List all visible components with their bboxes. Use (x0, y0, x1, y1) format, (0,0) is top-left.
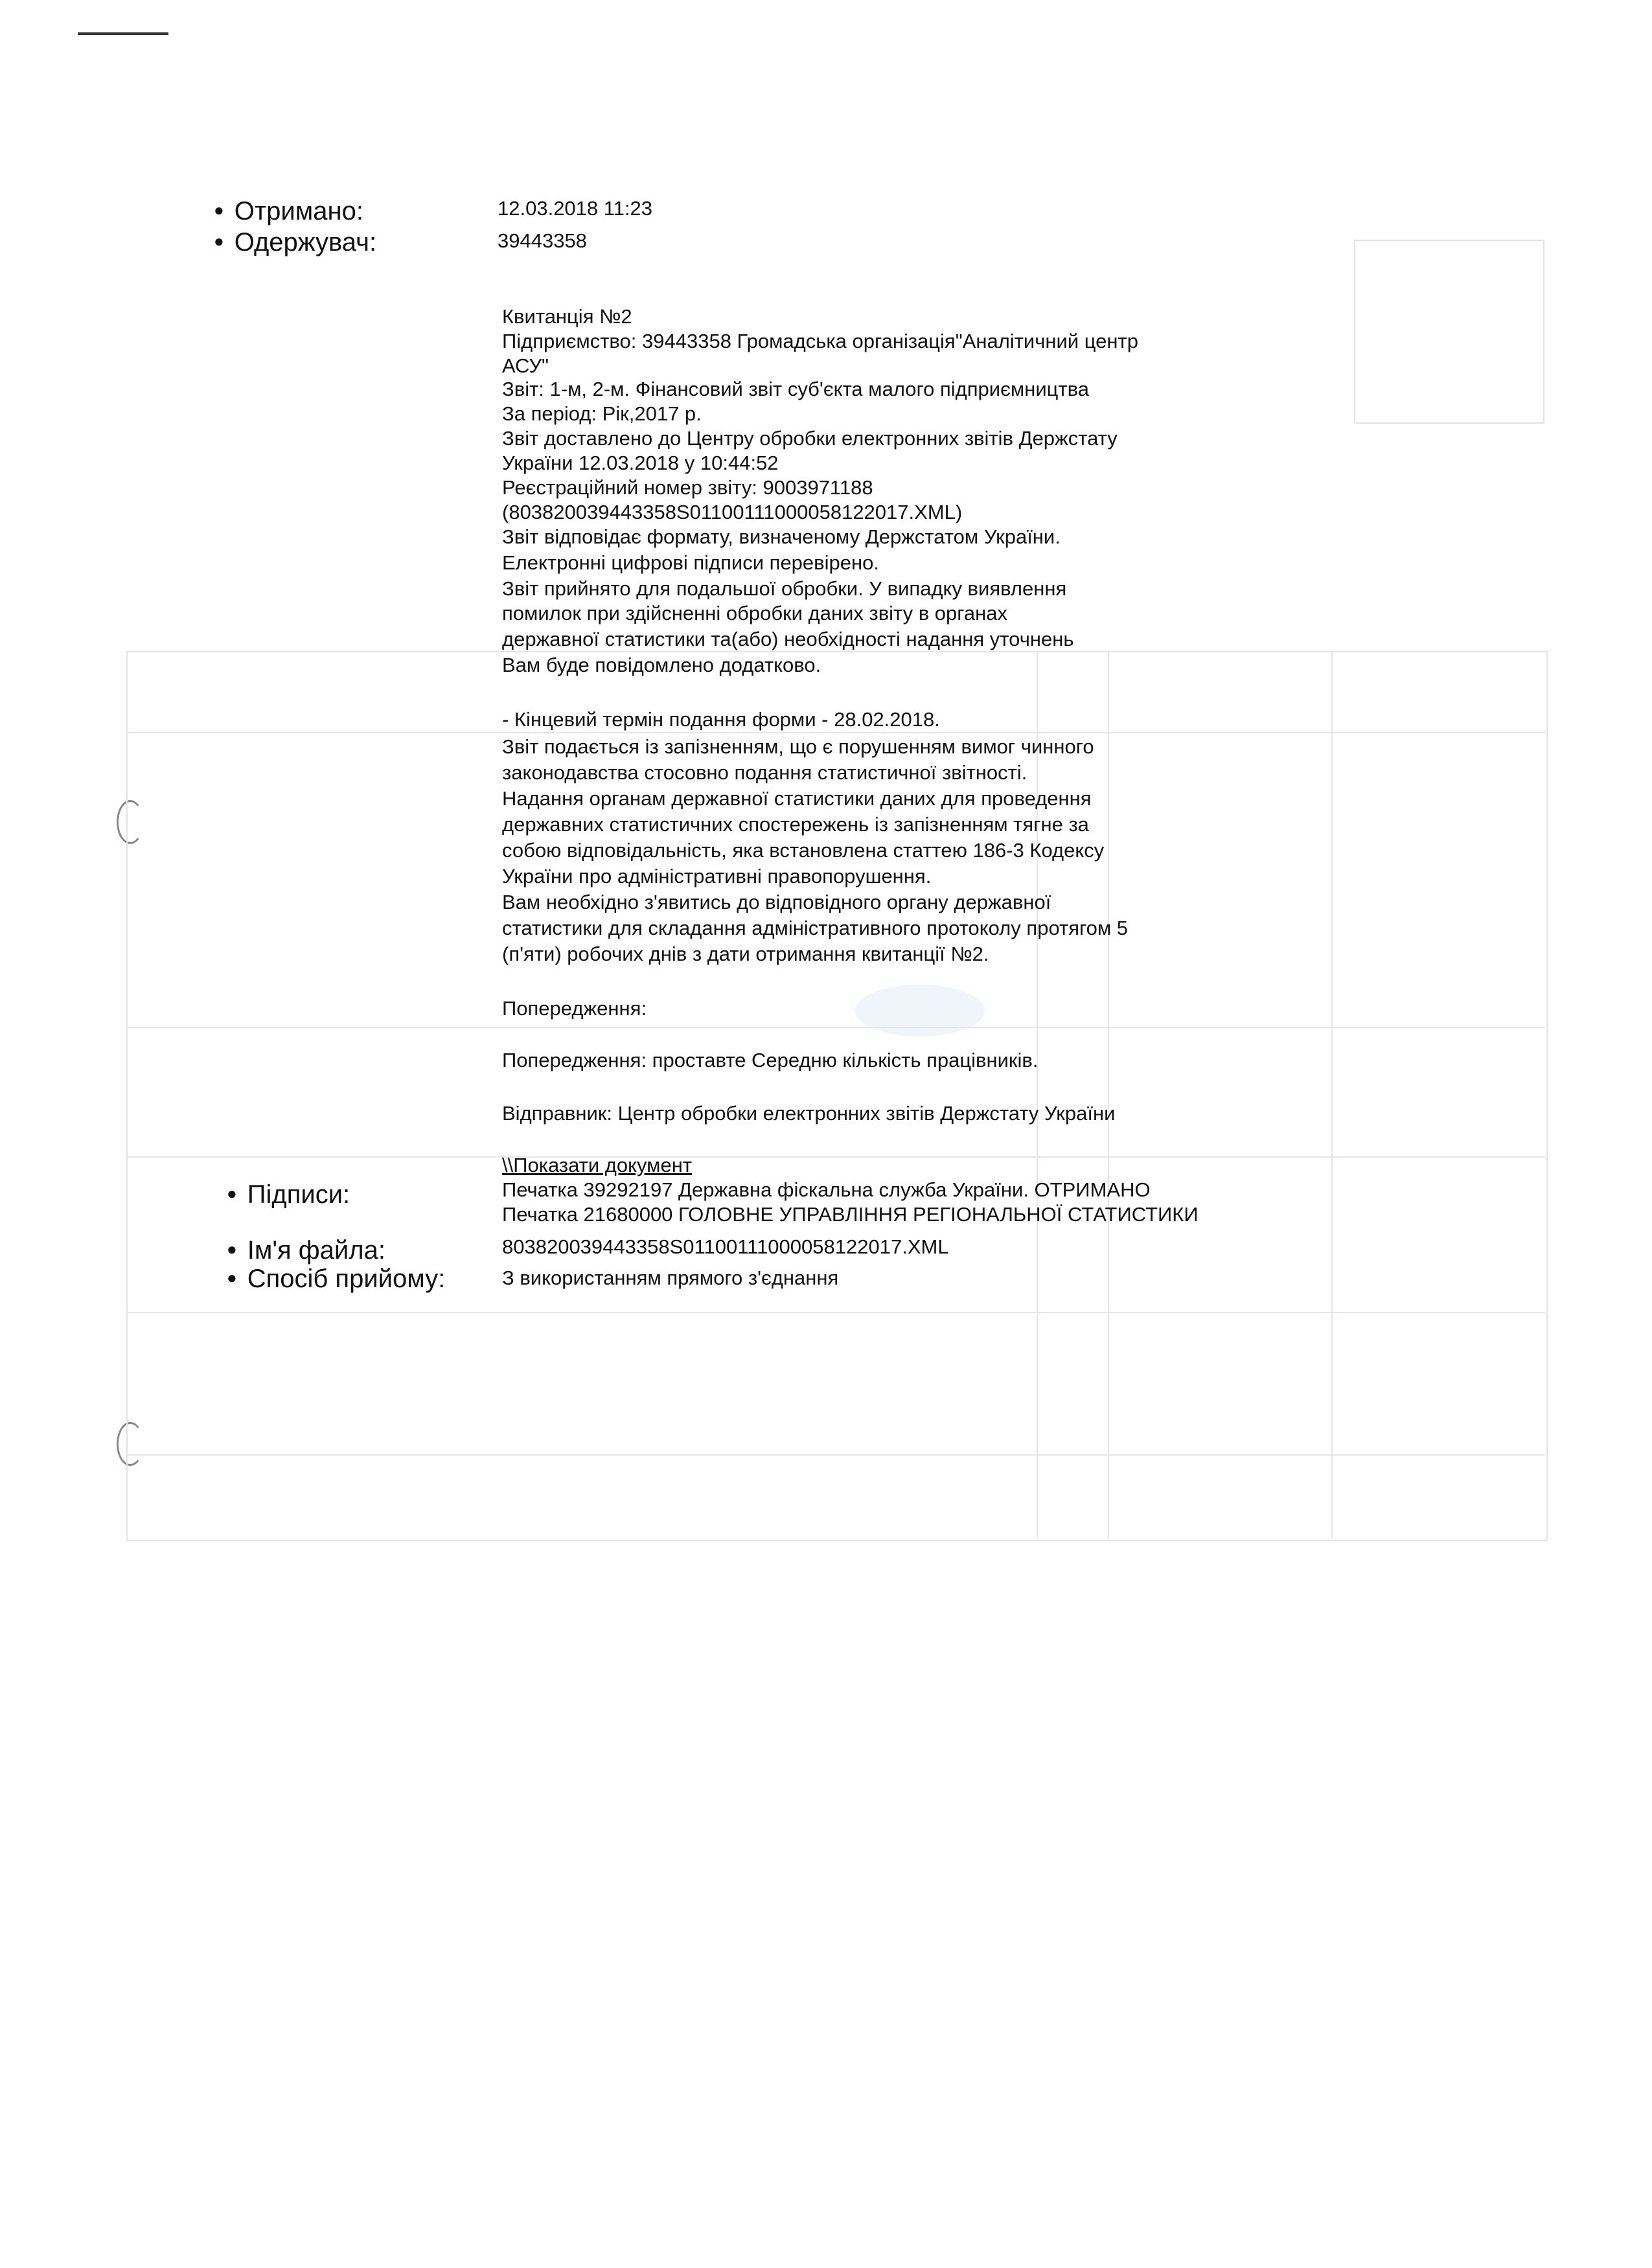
recipient-code: 39443358 (498, 229, 587, 252)
signatures-label: ● Підписи: (227, 1179, 350, 1209)
receipt-line: Підприємство: 39443358 Громадська організація"Аналітичний центр (502, 330, 1138, 352)
receipt-line: Звіт подається із запізненням, що є порушенням вимог чинного (502, 735, 1094, 758)
receipt-line: Звіт відповідає формату, визначеному Держстатом України. (502, 525, 1061, 548)
received-label: ● Отримано: (214, 196, 363, 225)
received-date: 12.03.2018 11:23 (498, 197, 653, 220)
receipt-line: державної статистики та(або) необхідності надання уточнень (502, 628, 1074, 650)
receipt-line: законодавства стосовно подання статистичної звітності. (502, 761, 1027, 784)
ghost-row-line (126, 1156, 1545, 1158)
signature-line-1: Печатка 39292197 Державна фіскальна служба України. ОТРИМАНО (502, 1178, 1151, 1201)
ghost-column-line (1108, 651, 1109, 1539)
ghost-row-line (126, 732, 1545, 733)
recipient-label: ● Одержувач: (214, 227, 376, 257)
receipt-line: (803820039443358S01100111000058122017.XML) (502, 501, 963, 523)
receipt-line: Звіт доставлено до Центру обробки електронних звітів Держстату (502, 427, 1118, 450)
receipt-line: України 12.03.2018 у 10:44:52 (502, 452, 779, 474)
receipt-line: собою відповідальність, яка встановлена статтею 186-3 Кодексу (502, 839, 1105, 862)
receipt-line: України про адміністративні правопорушення. (502, 865, 932, 888)
receipt-line: державних статистичних спостережень із запізненням тягне за (502, 813, 1089, 836)
receipt-line: помилок при здійсненні обробки даних звіту в органах (502, 602, 1008, 624)
receipt-line: АСУ" (502, 354, 549, 377)
receipt-line: Вам необхідно з'явитись до відповідного органу державної (502, 891, 1051, 913)
scan-dash-mark (78, 32, 168, 35)
receipt-line: (п'яти) робочих днів з дати отримання квитанції №2. (502, 943, 989, 965)
receipt-line: Звіт: 1-м, 2-м. Фінансовий звіт суб'єкта малого підприємництва (502, 378, 1089, 400)
receipt-line: За період: Рік,2017 р. (502, 402, 702, 425)
file-name-label: ● Ім'я файла: (227, 1235, 385, 1265)
receive-method-value: З використанням прямого з'єднання (502, 1266, 839, 1289)
warning-line: Попередження: проставте Середню кількість працівників. (502, 1049, 1038, 1071)
receipt-line: Вам буде повідомлено додатково. (502, 654, 821, 676)
ghost-main-table (126, 651, 1548, 1541)
warning-heading: Попередження: (502, 997, 647, 1020)
ghost-row-line (126, 1454, 1545, 1456)
file-name-value: 803820039443358S01100111000058122017.XML (502, 1235, 949, 1258)
receipt-line: Електронні цифрові підписи перевірено. (502, 551, 879, 574)
ghost-row-line (126, 1312, 1545, 1313)
deadline-line: - Кінцевий термін подання форми - 28.02.2018. (502, 708, 940, 731)
ghost-code-table (1354, 240, 1544, 424)
ghost-column-line (1037, 651, 1038, 1539)
receipt-line: Реєстраційний номер звіту: 9003971188 (502, 476, 873, 499)
ghost-column-line (1331, 651, 1333, 1539)
receive-method-label: ● Спосіб прийому: (227, 1263, 445, 1293)
signature-line-2: Печатка 21680000 ГОЛОВНЕ УПРАВЛІННЯ РЕГІОНАЛЬНОЇ СТАТИСТИКИ (502, 1203, 1199, 1226)
receipt-title: Квитанція №2 (502, 305, 632, 328)
receipt-line: статистики для складання адміністративного протоколу протягом 5 (502, 917, 1129, 939)
show-document-link[interactable]: \\Показати документ (502, 1154, 693, 1176)
ghost-row-line (126, 1027, 1545, 1028)
sender-line: Відправник: Центр обробки електронних звітів Держстату України (502, 1102, 1116, 1125)
receipt-line: Звіт прийнято для подальшої обробки. У випадку виявлення (502, 577, 1067, 600)
receipt-line: Надання органам державної статистики даних для проведення (502, 787, 1092, 810)
